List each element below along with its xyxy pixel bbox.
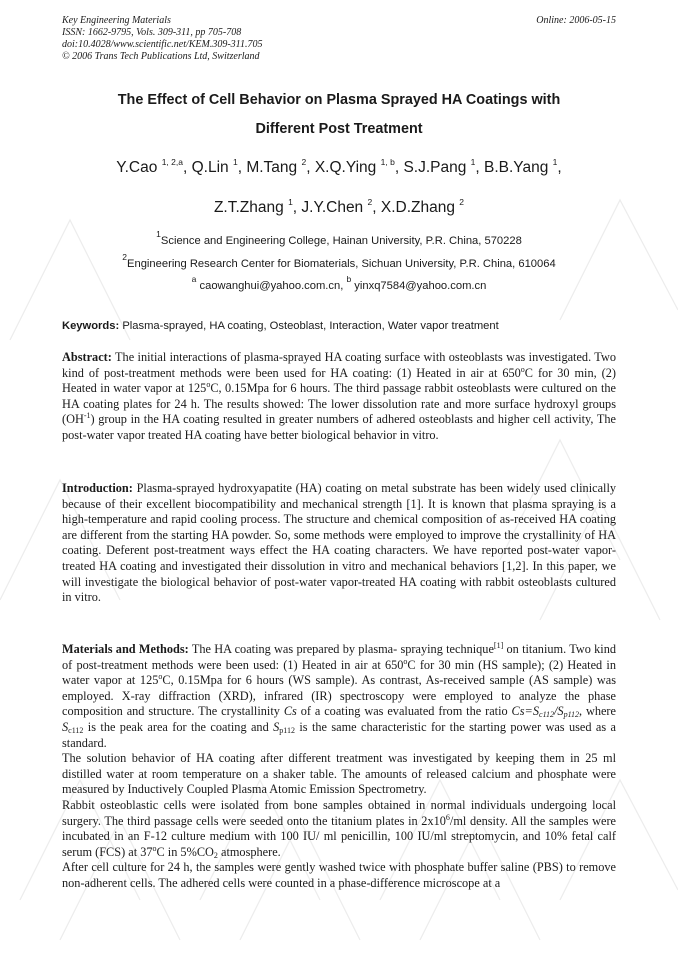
methods-paragraph-1 — [62, 642, 616, 751]
email-link-b[interactable]: yinxq7584@yahoo.com.cn — [354, 280, 487, 292]
journal-info — [62, 15, 262, 63]
chemical-subscript: 2 — [213, 850, 218, 860]
degree-marker: o — [403, 656, 408, 666]
methods-text: atmosphere. — [217, 844, 281, 859]
methods-paragraph-4: After cell culture for 24 h, the samples were gently washed twice with phosphate buffer saline (PBS) to remove non-adherent cells. The adhered cells were counted in a phase-difference microscope at a — [62, 860, 616, 890]
affiliation-text: Science and Engineering College, Hainan University, P.R. China, 570228 — [160, 235, 522, 247]
methods-text: of a coating was evaluated from the ratio — [296, 704, 512, 719]
abstract-text: C for 30 min, (2) Heated in water vapor at 125 — [62, 365, 616, 396]
author-affiliation-marker: 1, b — [380, 157, 395, 167]
paper-title-line-1: The Effect of Cell Behavior on Plasma Sprayed HA Coatings with — [117, 92, 561, 108]
author-affiliation-marker: 2 — [367, 197, 373, 207]
author-affiliation-marker: 1 — [232, 157, 238, 167]
methods-section — [62, 642, 616, 892]
crystallinity-formula — [512, 704, 579, 718]
methods-text: C in 5%CO — [156, 844, 214, 859]
introduction-label: Introduction: — [62, 481, 133, 495]
author-name: Z.T.Zhang — [213, 199, 284, 216]
exponent: 6 — [445, 812, 450, 822]
formula-part: Cs — [511, 704, 525, 719]
methods-paragraph-2: The solution behavior of HA coating after different treatment was investigated by keeping them in 25 ml distilled water at room temperature on a shaker table. The amounts of released calcium and phosphate were measured by Inductively Coupled Plasma Atomic Emission Spectrometry. — [62, 751, 616, 797]
author-name: X.D.Zhang — [380, 199, 455, 216]
email-line: $^a$ caowanghui@yahoo.com.cn, $^b$ yinxq7584@yahoo.com.cn — [191, 274, 487, 292]
keywords-line — [62, 320, 616, 332]
author-affiliation-marker: 1 — [288, 197, 293, 207]
author-name: M.Tang — [246, 159, 298, 176]
author-name: Q.Lin — [191, 159, 229, 176]
methods-text: C, 0.15Mpa for 6 hours (WS sample). As contrast, As-received sample (AS sample) was employed. X-ray diffraction (XRD), infrared (IR) spectroscopy were employed to analyze the phase composition and structure. The crystallinity — [62, 673, 616, 719]
abstract-paragraph — [62, 350, 616, 444]
keywords-label: Keywords: — [62, 320, 120, 332]
author-name: S.J.Pang — [403, 159, 467, 176]
affiliation-text: Engineering Research Center for Biomaterials, Sichuan University, P.R. China, 610064 — [127, 258, 556, 270]
email-marker: a — [191, 274, 197, 284]
author-affiliation-marker: 1 — [470, 157, 476, 167]
author-name: J.Y.Chen — [301, 199, 364, 216]
degree-marker: o — [520, 364, 525, 374]
author-list-line-2: Z.T.Zhang $^1$, J.Y.Chen $^2$, X.D.Zhang $^2$ — [213, 197, 465, 216]
formula-part: = — [524, 704, 533, 719]
formula-part: S — [557, 704, 564, 719]
crystallinity-symbol: Cs — [283, 704, 297, 719]
affiliation-marker: 2 — [122, 252, 128, 262]
symbol-subscript: p112 — [279, 725, 295, 735]
author-affiliation-marker: 1, 2,a — [161, 157, 183, 167]
formula-subscript: c112 — [539, 710, 554, 720]
methods-text: , where — [578, 704, 616, 719]
degree-marker: o — [158, 672, 163, 682]
abstract-text: ) group in the HA coating resulted in greater numbers of adhered osteoblasts and higher cell activity, The post-water vapor treated HA coating have better biological behavior in vitro. — [62, 412, 616, 442]
author-affiliation-marker: 1 — [552, 157, 558, 167]
degree-marker: o — [206, 380, 211, 390]
methods-text: /ml density. All the samples were incubated in an F-12 culture medium with 100 IU/ ml penicillin, 100 IU/ml streptomycin, and 10% fetal calf serum (FCS) at 37 — [62, 813, 617, 859]
citation-ref: [1] — [493, 641, 504, 650]
methods-text: on titanium. Two kind of post-treatment methods were been used: (1) Heated in air at 650 — [62, 642, 617, 672]
methods-text: is the peak area for the coating and — [83, 719, 274, 734]
introduction-text: Plasma-sprayed hydroxyapatite (HA) coating on metal substrate has been widely used clinically because of their excellent biocompatibility and mechanical strength [1]. It is known that plasma spraying is a high-temperature and rapid cooling process. The structure and chemical composition of as-received HA coating are different from the starting HA powder. So, some methods were employed to improve the crystallinity of HA coating. Deferent post-treatment ways effect the HA coating characters. We have reported post-water vapor-treated HA coating and investigated their dissolution in vitro and mechanical behaviors [1,2]. In this paper, we will investigate the biological behavior of post-water vapor-treated HA coating with rabbit osteoblasts cultured in vitro. — [62, 481, 617, 605]
author-affiliation-marker: 2 — [301, 157, 307, 167]
author-name: X.Q.Ying — [314, 159, 377, 176]
methods-text: The HA coating was prepared by plasma- spraying technique — [191, 642, 494, 656]
formula-part: / — [553, 704, 558, 719]
methods-text: is the same characteristic for the starting power was used as a standard. — [62, 719, 616, 750]
author-name: Y.Cao — [116, 159, 158, 176]
symbol: S — [273, 719, 280, 734]
methods-label: Materials and Methods: — [62, 642, 189, 656]
abstract-text: The initial interactions of plasma-sprayed HA coating surface with osteoblasts was investigated. Two kind of post-treatment methods were been used for HA coating: (1) Heated in air at 650 — [62, 350, 616, 380]
affiliation-2 — [62, 252, 616, 270]
issn-line: ISSN: 1662-9795, Vols. 309-311, pp 705-708 — [62, 27, 242, 38]
degree-marker: o — [152, 843, 157, 853]
methods-text: Rabbit osteoblastic cells were isolated from bone samples obtained in normal individuals undergoing local surgery. The third passage cells were seeded onto the titanium plates in 2x10 — [62, 797, 616, 828]
abstract-label: Abstract: — [62, 350, 112, 364]
paper-title-line-2: Different Post Treatment — [255, 121, 423, 137]
email-link-a[interactable]: caowanghui@yahoo.com.cn — [199, 280, 341, 292]
formula-part: S — [532, 704, 540, 719]
author-list-line-1: Y.Cao $^{1, 2,a}$, Q.Lin $^1$, M.Tang $^2$, X.Q.Ying $^{1, b}$, S.J.Pang $^1$, B.B.Yang $^1$, — [116, 157, 562, 176]
email-marker: b — [346, 274, 352, 284]
doi-line[interactable]: doi:10.4028/www.scientific.net/KEM.309-311.705 — [62, 39, 263, 50]
copyright-line: © 2006 Trans Tech Publications Ltd, Switzerland — [62, 51, 260, 62]
methods-text: C for 30 min (HS sample); (2) Heated in water vapor at 125 — [62, 657, 616, 688]
affiliation-marker: 1 — [156, 229, 161, 239]
affiliation-1 — [62, 229, 616, 247]
introduction-paragraph — [62, 481, 616, 606]
formula-subscript: p112 — [563, 710, 579, 720]
author-affiliation-marker: 2 — [459, 197, 465, 207]
abstract-text: C, 0.15Mpa for 6 hours. The third passage rabbit osteoblasts were cultured on the HA coating plates for 24 h. The results showed: The lower dissolution rate and more surface hydroxyl groups (OH — [62, 381, 616, 427]
journal-name: Key Engineering Materials — [62, 15, 171, 26]
online-date: Online: 2006-05-15 — [536, 15, 616, 26]
keywords-text: Plasma-sprayed, HA coating, Osteoblast, Interaction, Water vapor treatment — [122, 320, 499, 332]
symbol-subscript: c112 — [68, 725, 84, 735]
symbol: S — [62, 719, 69, 734]
author-name: B.B.Yang — [484, 159, 549, 176]
methods-paragraph-3 — [62, 798, 616, 860]
charge-superscript: -1 — [83, 411, 91, 421]
